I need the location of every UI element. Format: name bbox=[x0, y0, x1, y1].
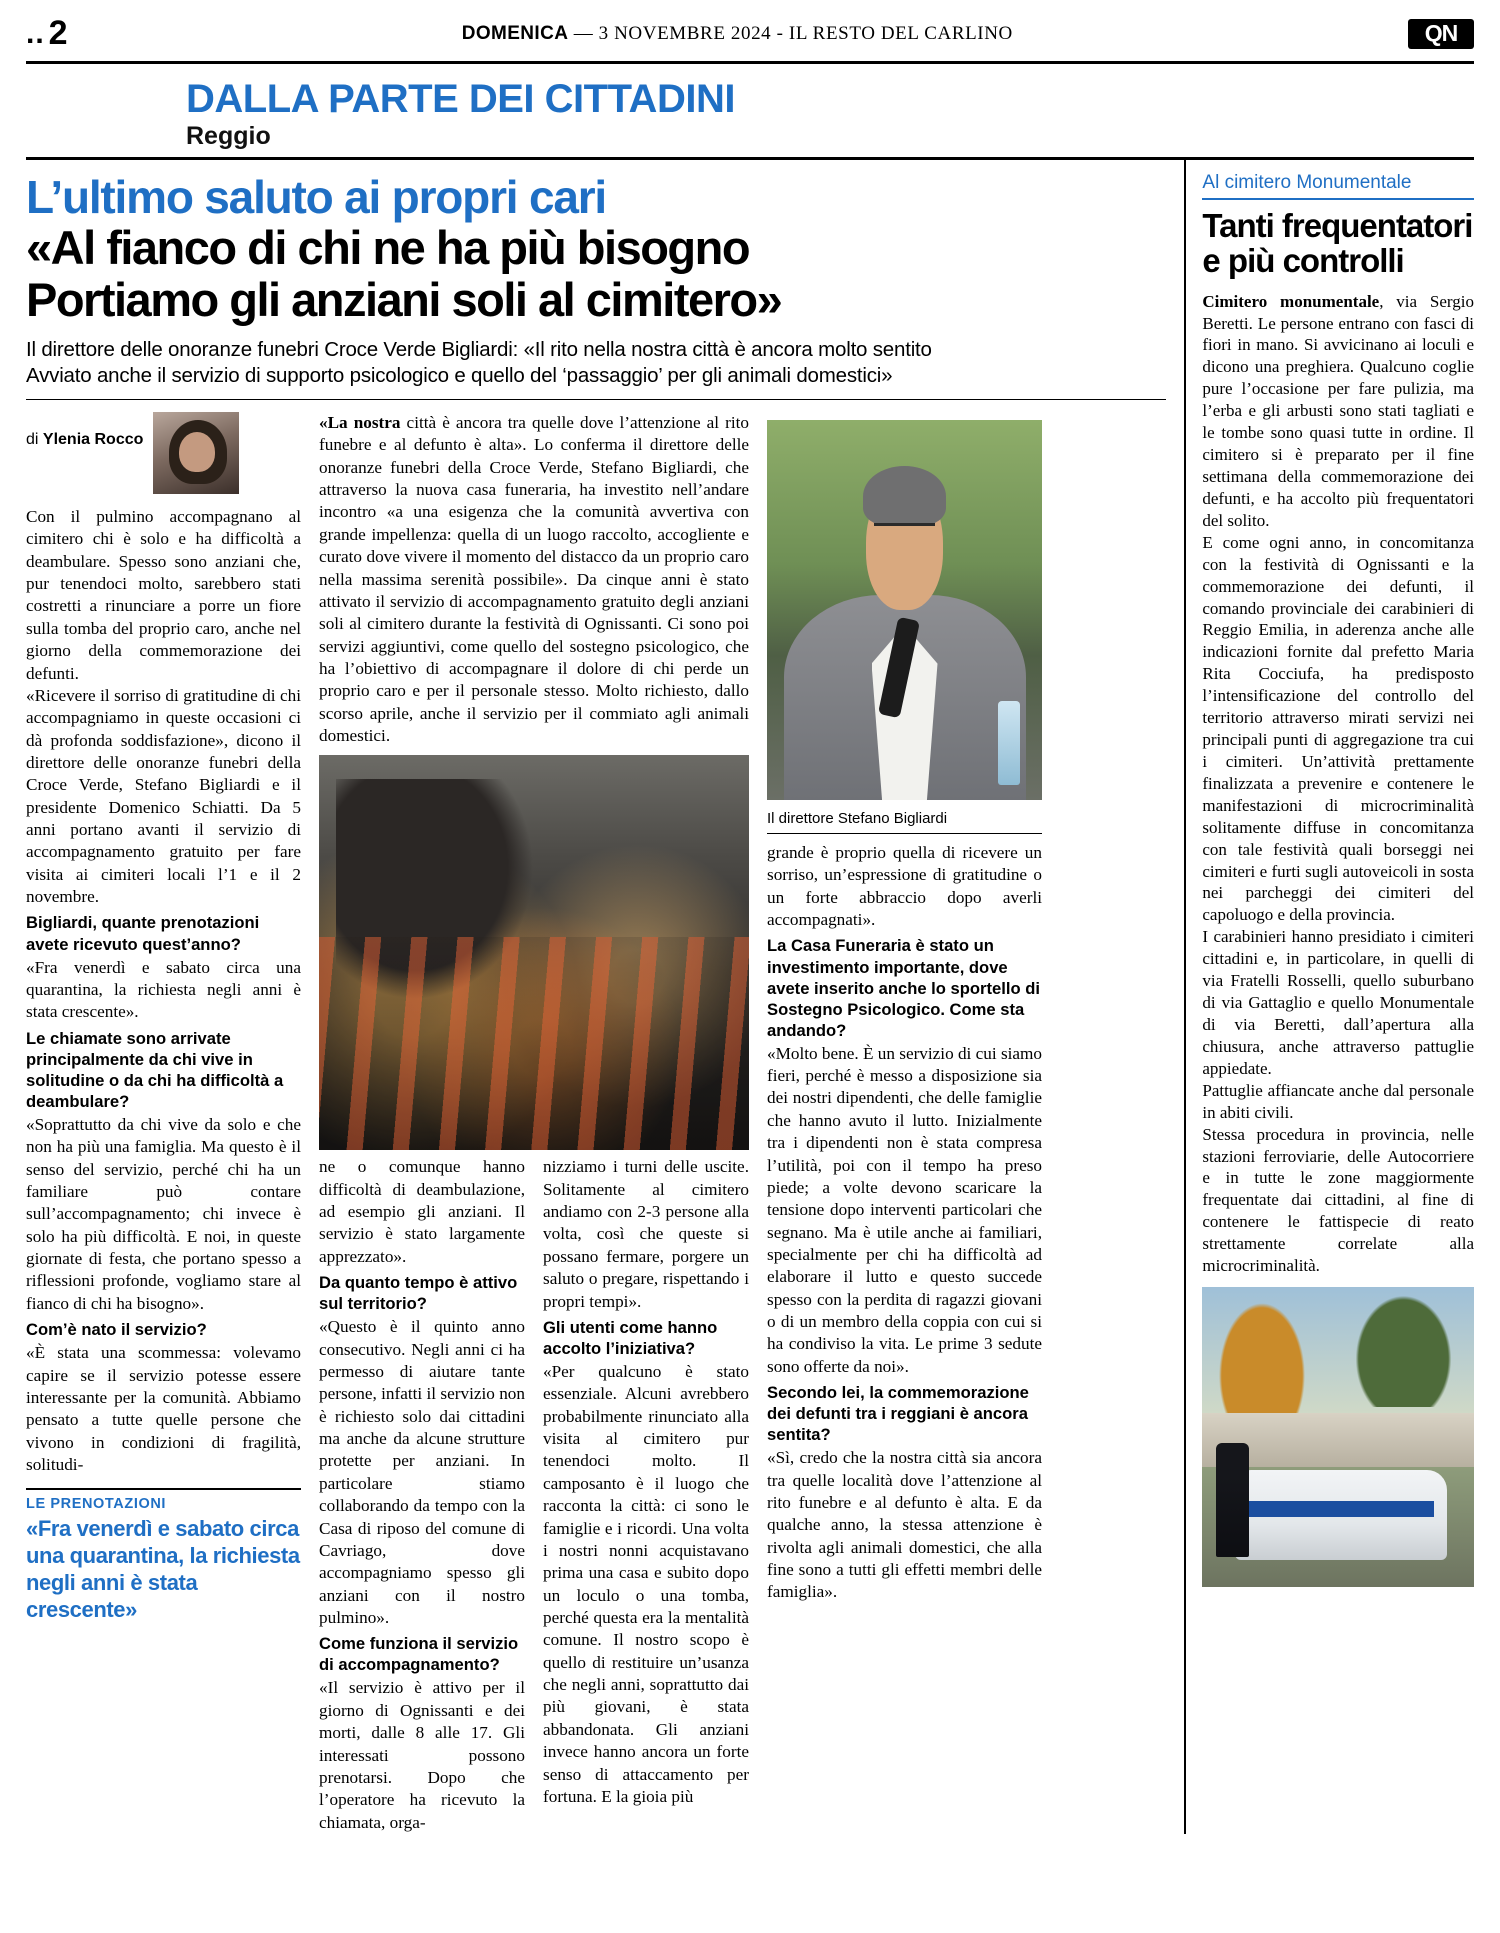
masthead-dateline bbox=[67, 23, 1408, 45]
masthead bbox=[26, 14, 1474, 64]
article-subcolumns bbox=[319, 1156, 749, 1834]
candle-photo bbox=[319, 755, 749, 1150]
byline-author: Ylenia Rocco bbox=[42, 431, 144, 448]
sidebar-article bbox=[1184, 160, 1474, 1834]
paragraph: Con il pulmino accompagnano al cimitero chi è solo e ha difficoltà a deambulare. Spesso sono anziani che, pur tenendoci molto, sarebbero stati costretti a rinunciare a porre un fiore sulla tomba del proprio caro, anche nel giorno della commemorazione dei defunti. bbox=[26, 507, 301, 683]
paragraph: «Questo è il quinto anno consecutivo. Negli anni ci ha permesso di aiutare tante persone, infatti il servizio non è richiesto solo dai cittadini ma anche da alcune strutture protette per anziani. In particolare stiamo collaborando da tempo con la Casa di riposo del comune di Cavriago, dove accompagniamo spesso gli anziani con il nostro pulmino». bbox=[319, 1317, 525, 1627]
page-dots: .. bbox=[26, 17, 45, 50]
article-headline-line1: «Al fianco di chi ne ha più bisogno bbox=[26, 220, 750, 274]
byline-text bbox=[26, 412, 143, 450]
main-article bbox=[26, 160, 1184, 1834]
paragraph: I carabinieri hanno presidiato i cimiteri cittadini e, in particolare, in quelli di via Fratelli Rosselli, quello suburbano di via Gattaglio e quello Monumentale di via Beretti, dall’apertura alla chiusura, anche attraverso pattuglie appiedate. bbox=[1202, 927, 1474, 1078]
sidebar-title: Tanti frequentatori e più controlli bbox=[1202, 207, 1473, 280]
paragraph: Le chiamate sono arrivate principalmente da chi vive in solitudine o da chi ha difficoltà a deambulare? bbox=[26, 1028, 284, 1111]
article-kicker: L’ultimo saluto ai propri cari bbox=[26, 171, 606, 223]
article-column-2 bbox=[319, 412, 749, 1834]
sidebar-kicker: Al cimitero Monumentale bbox=[1202, 172, 1474, 200]
article-subhead-line1: Il direttore delle onoranze funebri Croce Verde Bigliardi: «Il rito nella nostra città è ancora molto sentito bbox=[26, 337, 932, 361]
qn-logo: QN bbox=[1408, 19, 1474, 49]
paragraph: «Per qualcuno è stato essenziale. Alcuni avrebbero probabilmente rinunciato alla visita al cimitero pur tenendoci molto. Il camposanto è il luogo che racconta la città: ci sono le famiglie e i ricordi. Una volta i nostri nonni acquistavano prima una casa e subito dopo un loculo o una tomba, perché questa era la mentalità comune. Il nostro scopo è quello di restituire un’usanza che negli anni, soprattutto dai più giovani, è stata abbandonata. Gli anziani invece hanno ancora un forte senso di attaccamento per fortuna. E la gioia più bbox=[543, 1362, 749, 1806]
paragraph: E come ogni anno, in concomitanza con la festività di Ognissanti e la commemorazione dei defunti, il comando provinciale dei carabinieri di Reggio Emilia, in aderenza anche alle indicazioni fornite dal prefetto Maria Rita Cocciufa, ha predisposto l’intensificazione del controllo del territorio attraverso mirati servizi nei principali punti di aggregazione tra cui i cimiteri. Un’attività prettamente finalizzata a prevenire e contenere le manifestazioni di microcriminalità solitamente diffuse in concomitanza con tale festività quali borseggi nei cimiteri e furti sugli autoveicoli in sosta nei parcheggi dei cimiteri del capoluogo e della provincia. bbox=[1202, 532, 1474, 925]
paragraph: Stessa procedura in provincia, nelle stazioni ferroviarie, delle Autocorriere e in tutte le zone maggiormente frequentate dai cittadini, al fine di contenere le fattispecie di reato strettamente correlate alla microcriminalità. bbox=[1202, 1124, 1474, 1276]
paragraph: Come funziona il servizio di accompagnamento? bbox=[319, 1634, 519, 1675]
paragraph: Bigliardi, quante prenotazioni avete ricevuto quest’anno? bbox=[26, 913, 260, 954]
article-column-4 bbox=[543, 1156, 749, 1834]
paragraph: «Molto bene. È un servizio di cui siamo fieri, perché è messo a disposizione sia dei nostri dipendenti, che delle famiglie che hanno avuto il lutto. Inizialmente tra i dipendenti non è stata compresa l’utilità, poi con il tempo ha preso piede; a volte devono scaricare la tensione dopo interventi particolari che segnano. Ma è utile anche ai familiari, specialmente per chi ha difficoltà ad elaborare il lutto e questo succede spesso con la perdita di ragazzi giovani o di un membro della coppia con cui si ha condiviso la vita. Le prime 3 sedute sono offerte da noi». bbox=[767, 1043, 1042, 1376]
portrait-hair bbox=[863, 466, 946, 527]
article-columns bbox=[26, 412, 1166, 1834]
paragraph: «Soprattutto da chi vive da solo e che non ha più una famiglia. Ma questo è il senso del servizio, perché chi ha un familiare può contare sull’accompagnamento; chi invece è solo ha più difficoltà. E noi, in queste giornate di festa, che portano spesso a riflessioni profonde, vogliamo stare al fianco di chi ha bisogno». bbox=[26, 1114, 301, 1313]
page-number-block bbox=[26, 14, 67, 53]
page-number: 2 bbox=[48, 14, 67, 52]
glasses-icon bbox=[874, 523, 935, 550]
tree-right bbox=[1349, 1287, 1458, 1407]
paragraph: Secondo lei, la commemorazione dei defunti tra i reggiani è ancora sentita? bbox=[767, 1383, 1029, 1445]
article-column-5-body bbox=[767, 842, 1042, 1604]
article-headline-line2: Portiamo gli anziani soli al cimitero» bbox=[26, 272, 782, 326]
carabinieri-cemetery-photo bbox=[1202, 1287, 1474, 1587]
article-column-1 bbox=[26, 412, 301, 1834]
paragraph: nizziamo i turni delle uscite. Solitamente al cimitero andiamo con 2-3 persone alla volta, così che queste si possano fermare, porgere un saluto o pregare, rispettando i propri tempi». bbox=[543, 1157, 749, 1311]
portrait-caption: Il direttore Stefano Bigliardi bbox=[767, 806, 1042, 834]
paragraph: Pattuglie affiancate anche dal personale in abiti civili. bbox=[1202, 1080, 1474, 1122]
prenotazioni-quote: «Fra venerdì e sabato circa una quarantina, la richiesta negli anni è stata crescente» bbox=[26, 1516, 300, 1622]
paragraph: ne o comunque hanno difficoltà di deambulazione, ad esempio gli anziani. Il servizio è stato largamente apprezzato». bbox=[319, 1157, 525, 1266]
water-bottle bbox=[998, 701, 1020, 785]
director-portrait-photo bbox=[767, 420, 1042, 800]
byline bbox=[26, 412, 301, 494]
section-title: DALLA PARTE DEI CITTADINI bbox=[186, 77, 735, 121]
byline-prefix: di bbox=[26, 431, 43, 448]
lead-in: «La nostra bbox=[319, 413, 401, 432]
section-header bbox=[26, 64, 1474, 160]
paragraph: «La nostra città è ancora tra quelle dove l’attenzione al rito funebre e al defunto è alta». Lo conferma il direttore delle onoranze funebri della Croce Verde, Stefano Bigliardi, che attraverso la nuova casa funeraria, ha investito nell’andare incontro «a una esigenza che la comunità avvertiva con grande impellenza: quella di un luogo raccolto, accogliente e curato dove vivere il momento del distacco da un proprio caro nella massima serenità possibile». Da cinque anni è stato attivato il servizio di accompagnamento gratuito degli anziani soli al cimitero durante la festività di Ognissanti. Ci sono poi servizi aggiuntivi, come quello del sostegno psicologico, che ha l’obiettivo di accompagnare il dolore di chi perde un proprio caro e per il personale stesso. Molto richiesto, dallo scorso aprile, anche il servizio per il commiato agli animali domestici. bbox=[319, 413, 749, 746]
paragraph: «È stata una scommessa: volevamo capire se il servizio potesse essere interessante per la comunità. Abbiamo pensato a tutte quelle persone che vivono in condizioni di fragilità, solitudi- bbox=[26, 1343, 301, 1475]
paragraph: «Sì, credo che la nostra città sia ancora tra quelle località dove l’attenzione al rito funebre e al defunto è alta. E da qualche anno, la stessa attenzione è rivolta agli animali domestici, che alla fine sono a tutti gli effetti membri delle famiglia». bbox=[767, 1448, 1042, 1602]
section-subtitle: Reggio bbox=[186, 122, 271, 150]
dateline-rest: — 3 NOVEMBRE 2024 - IL RESTO DEL CARLINO bbox=[568, 22, 1013, 44]
tree-left bbox=[1213, 1293, 1311, 1431]
article-column-5 bbox=[767, 412, 1042, 1834]
prenotazioni-label: LE PRENOTAZIONI bbox=[26, 1496, 167, 1513]
paragraph: «Fra venerdì e sabato circa una quarantina, la richiesta negli anni è stata crescente». bbox=[26, 957, 301, 1022]
page-body bbox=[26, 160, 1474, 1834]
article-column-3 bbox=[319, 1156, 525, 1834]
police-car bbox=[1235, 1470, 1447, 1560]
paragraph: grande è proprio quella di ricevere un sorriso, un’espressione di gratitudine o un forte abbraccio dopo averli accompagnati». bbox=[767, 843, 1042, 930]
paragraph: Gli utenti come hanno accolto l’iniziativa? bbox=[543, 1317, 718, 1358]
author-avatar bbox=[153, 412, 239, 494]
article-subhead-line2: Avviato anche il servizio di supporto psicologico e quello del ‘passaggio’ per gli animali domestici» bbox=[26, 363, 893, 387]
paragraph: La Casa Funeraria è stato un investimento importante, dove avete inserito anche lo sportello di Sostegno Psicologico. Come sta andando? bbox=[767, 936, 1040, 1040]
carabiniere-officer bbox=[1216, 1443, 1249, 1557]
dateline-day: DOMENICA bbox=[461, 22, 569, 44]
paragraph: «Ricevere il sorriso di gratitudine di chi accompagniamo in queste occasioni ci dà profonda soddisfazione», dicono il direttore delle onoranze funebri della Croce Verde, Stefano Bigliardi e il presidente Domenico Schiatti. Da 5 anni portano avanti il servizio di accompagnamento gratuito per fare visita ai cimiteri locali l’1 e il 2 novembre. bbox=[26, 685, 301, 907]
sidebar-body bbox=[1202, 291, 1474, 1277]
article-column-1-body bbox=[26, 506, 301, 1476]
paragraph: Da quanto tempo è attivo sul territorio? bbox=[319, 1273, 518, 1314]
paragraph: «Il servizio è attivo per il giorno di Ognissanti e dei morti, dalle 8 alle 17. Gli interessati possono prenotarsi. Dopo che l’operatore ha ricevuto la chiamata, orga- bbox=[319, 1678, 525, 1832]
article-column-2-body bbox=[319, 412, 749, 747]
paragraph: Com’è nato il servizio? bbox=[26, 1320, 207, 1340]
article-subhead bbox=[26, 337, 1166, 400]
lead-in: Cimitero monumentale bbox=[1202, 291, 1380, 311]
paragraph: Cimitero monumentale, via Sergio Beretti. Le persone entrano con fasci di fiori in mano. Si avvicinano ai loculi e dicono una preghiera. Qualcuno coglie pure l’occasione per fare pulizia, ma l’erba e gli arbusti sono stati tagliati e le tombe sono quasi tutte in ordine. Il cimitero si è preparato per il fine settimana della commemorazione dei defunti, e ha accolto più frequentatori del solito. bbox=[1202, 291, 1474, 530]
prenotazioni-box bbox=[26, 1488, 301, 1623]
